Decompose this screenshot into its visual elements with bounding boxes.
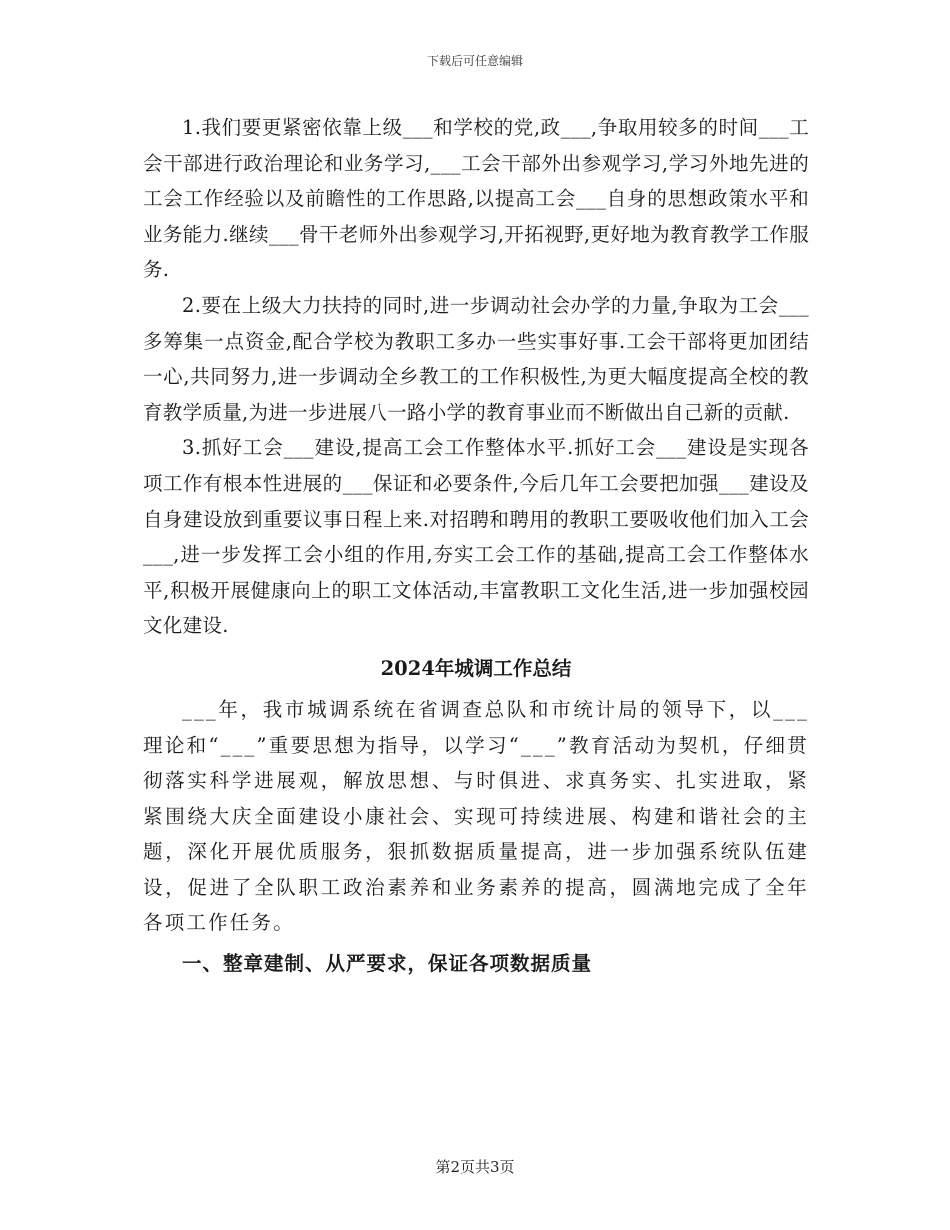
paragraph-summary: ___年，我市城调系统在省调查总队和市统计局的领导下，以___理论和“___”重要思想为指导，以学习“___”教育活动为契机，仔细贯彻落实科学进展观，解放思想、与时俱进、求真务实、扎实进取，紧紧围绕大庆全面建设小康社会、实现可持续进展、构建和谐社会的主题，深化开展优质服务，狠抓数据质量提高，进一步加强系统队伍建设，促进了全队职工政治素养和业务素养的提高，圆满地完成了全年各项工作任务。 (143, 697, 809, 935)
paragraph-1: 1.我们要更紧密依靠上级___和学校的党,政___,争取用较多的时间___工会干部进行政治理论和业务学习,___工会干部外出参观学习,学习外地先进的工会工作经验以及前瞻性的工作思路,以提高工会___自身的思想政策水平和业务能力.继续___骨干老师外出参观学习,开拓视野,更好地为教育教学工作服务. (143, 116, 809, 282)
paragraph-2: 2.要在上级大力扶持的同时,进一步调动社会办学的力量,争取为工会___多筹集一点资金,配合学校为教职工多办一些实事好事.工会干部将更加团结一心,共同努力,进一步调动全乡教工的工作积极性,为更大幅度提高全校的教育教学质量,为进一步进展八一路小学的教育事业而不断做出自己新的贡献. (143, 293, 809, 424)
page-number: 第2页共3页 (435, 1158, 515, 1176)
document-body (143, 110, 809, 983)
section-heading: 一、整章建制、从严要求，保证各项数据质量 (182, 952, 593, 976)
section-title: 2024年城调工作总结 (380, 656, 572, 680)
page-header: 下载后可任意编辑 (426, 54, 523, 68)
paragraph-3: 3.抓好工会___建设,提高工会工作整体水平.抓好工会___建设是实现各项工作有根本性进展的___保证和必要条件,今后几年工会要把加强___建设及自身建设放到重要议事日程上来.对招聘和聘用的教职工要吸收他们加入工会___,进一步发挥工会小组的作用,夯实工会工作的基础,提高工会工作整体水平,积极开展健康向上的职工文体活动,丰富教职工文化生活,进一步加强校园文化建设. (143, 436, 809, 638)
